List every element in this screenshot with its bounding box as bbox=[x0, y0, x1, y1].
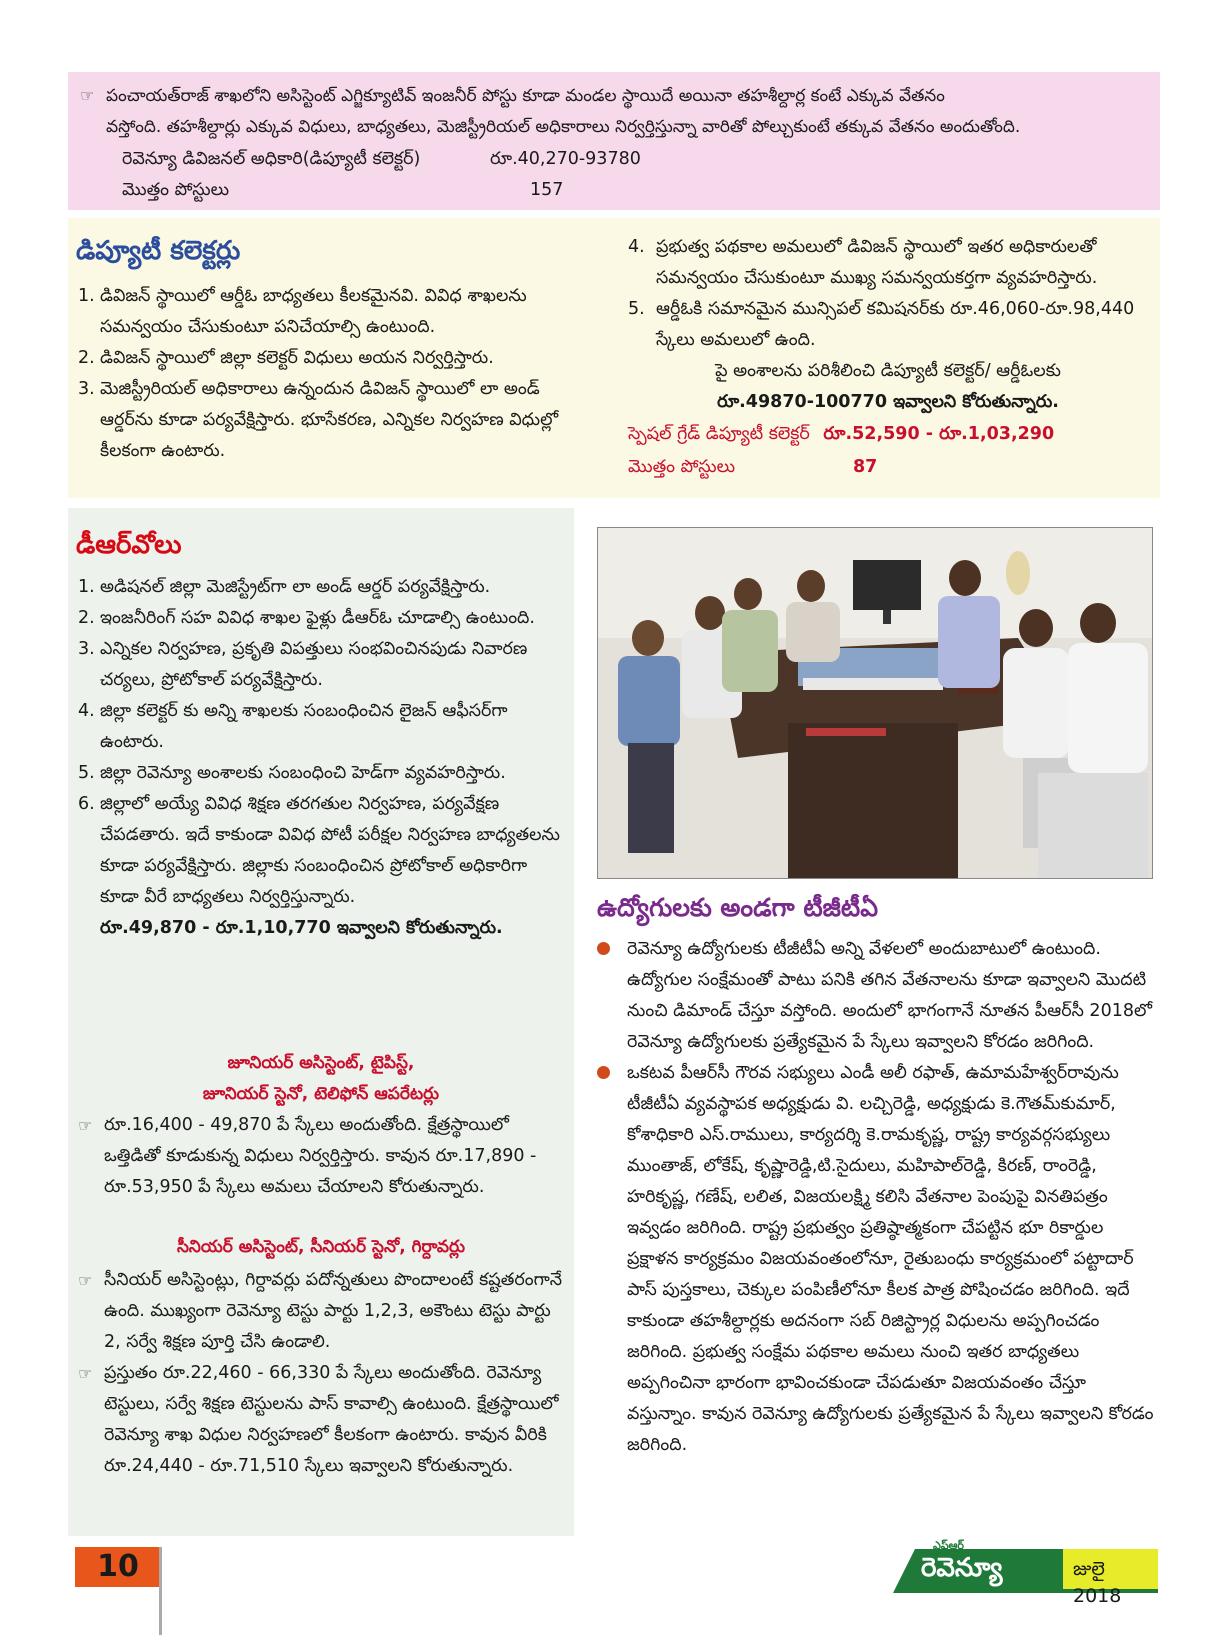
pointing-hand-icon: ☞ bbox=[78, 1116, 93, 1135]
magazine-brand bbox=[893, 1539, 1158, 1607]
rdo-posts-value: 157 bbox=[530, 180, 564, 200]
deputy-item: 4. ప్రభుత్వ పథకాల అమలులో డివిజన్ స్థాయిలో ఇతర అధికారులతో సమన్వయం చేసుకుంటూ ముఖ్య సమన్వయకర్తగా వ్యవహరిస్తారు. bbox=[628, 237, 1098, 288]
junior-heading-line-2: జూనియర్ స్టెనో, టెలిఫోన్ ఆపరేటర్లు bbox=[202, 1084, 440, 1104]
intro-paragraph bbox=[80, 80, 1155, 143]
junior-heading-line-1: జూనియర్ అసిస్టెంట్, టైపిస్ట్, bbox=[227, 1053, 415, 1073]
rdo-scale-row bbox=[122, 144, 822, 175]
tgta-heading: ఉద్యోగులకు అండగా టీజీటీఏ bbox=[597, 893, 878, 922]
tgta-bullet-2-text: ఒకటవ పీఆర్‌సీ గౌరవ సభ్యులు ఎండీ అలీ రఫాత్, ఉమామహేశ్వర్‌రావును టీజీటీఏ వ్యవస్థాపక అధ్యక్షుడు వి. లచ్చిరెడ్డి, అధ్యక్షుడు కె.గౌతమ్‌కుమార్, కోశాధికారి ఎస్.రాములు, కార్యదర్శి కె.రామకృష్ణ, రాష్ట్ర కార్యవర్గసభ్యులు ముంతాజ్, లోకేష్, కృష్ణారెడ్డి,టి.సైదులు, మహిపాల్‌రెడ్డి, కిరణ్, రాంరెడ్డి, హరికృష్ణ, గణేష్, లలిత, విజయలక్ష్మి కలిసి వేతనాల పెంపుపై వినతిపత్రం ఇవ్వడం జరిగింది. రాష్ట్ర ప్రభుత్వం ప్రతిష్ఠాత్మకంగా చేపట్టిన భూ రికార్డుల ప్రక్షాళన కార్యక్రమం విజయవంతంలోనూ, రైతుబంధు కార్యక్రమంలో పట్టాదార్ పాస్ పుస్తకాలు, చెక్కుల పంపిణీలోనూ కీలక పాత్ర పోషించడం జరిగింది. ఇదే కాకుండా తహశీల్దార్లకు అదనంగా సబ్ రిజిస్ట్రార్ల విధులను అప్పగించడం జరిగింది. ప్రభుత్వ సంక్షేమ పథకాల అమలు నుంచి ఇతర బాధ్యతలు అప్పగించినా భారంగా భావించకుండా చేపడుతూ విజయవంతం చేస్తూ వస్తున్నాం. కావున రెవెన్యూ ఉద్యోగులకు ప్రత్యేకమైన పే స్కేలు ఇవ్వాలని కోరడం జరిగింది. bbox=[627, 1063, 1154, 1455]
bullet-dot-icon bbox=[597, 934, 627, 1058]
deputy-note-1: పై అంశాలను పరిశీలించి డిప్యూటీ కలెక్టర్/ ఆర్డీఓలకు bbox=[715, 361, 1061, 381]
rdo-label: రెవెన్యూ డివిజనల్ అధికారి(డిప్యూటీ కలెక్టర్) bbox=[122, 149, 421, 169]
deputy-list-right bbox=[628, 232, 1148, 484]
brand-name: రెవెన్యూ bbox=[921, 1553, 1003, 1583]
dro-item: 6. జిల్లాలో అయ్యే వివిధ శిక్షణ తరగతుల నిర్వహణ, పర్యవేక్షణ చేపడతారు. ఇదే కాకుండా వివిధ పోటీ పరీక్షల నిర్వహణ బాధ్యతలను కూడా పర్యవేక్షిస్తారు. జిల్లాకు సంబంధించిన ప్రోటోకాల్ అధికారిగా కూడా వీరే బాధ్యతలు నిర్వర్తిస్తున్నారు. bbox=[78, 794, 560, 907]
meeting-photo-illustration bbox=[598, 528, 1153, 879]
dro-item: 4. జిల్లా కలెక్టర్ కు అన్ని శాఖలకు సంబంధించిన లైజన్ ఆఫీసర్‌గా ఉంటారు. bbox=[78, 701, 508, 752]
senior-paragraph-1 bbox=[78, 1265, 564, 1358]
dro-item: 2. ఇంజనీరింగ్ సహ వివిధ శాఖల ఫైళ్లు డీఆర్‌ఓ చూడాల్సి ఉంటుంది. bbox=[78, 608, 535, 628]
dro-item: 3. ఎన్నికల నిర్వహణ, ప్రకృతి విపత్తులు సంభవించినపుడు నివారణ చర్యలు, ప్రోటోకాల్ పర్యవేక్షిస్తారు. bbox=[78, 639, 528, 690]
tgta-bullet-1-text: రెవెన్యూ ఉద్యోగులకు టీజీటీఏ అన్ని వేళలలో అందుబాటులో ఉంటుంది. ఉద్యోగుల సంక్షేమంతో పాటు పనికి తగిన వేతనాలను కూడా ఇవ్వాలని మొదటి నుంచి డిమాండ్ చేస్తూ వస్తోంది. అందులో భాగంగానే నూతన పీఆర్‌సీ 2018లో రెవెన్యూ ఉద్యోగులకు ప్రత్యేకమైన పే స్కేలు ఇవ్వాలని కోరడం జరిగింది. bbox=[627, 939, 1152, 1052]
dro-demand: రూ.49,870 - రూ.1,10,770 ఇవ్వాలని కోరుతున్నారు. bbox=[100, 918, 503, 938]
special-grade-scale: రూ.52,590 - రూ.1,03,290 bbox=[823, 424, 1055, 444]
pointing-hand-icon: ☞ bbox=[78, 1271, 93, 1290]
senior-heading: సీనియర్ అసిస్టెంట్, సీనియర్ స్టెనో, గిర్దావర్లు bbox=[177, 1237, 465, 1257]
deputy-item: 2. డివిజన్ స్థాయిలో జిల్లా కలెక్టర్ విధులు అయన నిర్వర్తిస్తారు. bbox=[78, 348, 494, 368]
junior-heading bbox=[78, 1048, 564, 1110]
deputy-total-row bbox=[628, 451, 1148, 484]
rdo-posts-label: మొత్తం పోస్టులు bbox=[122, 180, 230, 200]
rdo-posts-row bbox=[122, 175, 822, 206]
junior-text: రూ.16,400 - 49,870 పే స్కేలు అందుతోంది. క్షేత్రస్థాయిలో ఒత్తిడితో కూడుకున్న విధులు నిర్వర్తిస్తారు. కావున రూ.17,890 - రూ.53,950 పే స్కేలు అమలు చేయాలని కోరుతున్నారు. bbox=[104, 1115, 537, 1197]
tgta-body bbox=[597, 934, 1157, 1461]
pointing-hand-icon: ☞ bbox=[78, 1364, 93, 1383]
senior-paragraph-2 bbox=[78, 1358, 564, 1482]
senior-text-1: సీనియర్ అసిస్టెంట్లు, గిర్దావర్లు పదోన్నతులు పొందాలంటే కష్టతరంగానే ఉంది. ముఖ్యంగా రెవెన్యూ టెస్టు పార్టు 1,2,3, అకౌంటు టెస్టు పార్టు 2, సర్వే శిక్షణ పూర్తి చేసి ఉండాలి. bbox=[104, 1270, 562, 1352]
deputy-collectors-heading: డిప్యూటీ కలెక్టర్లు bbox=[76, 236, 241, 266]
intro-line-2: వస్తోంది. తహశీల్దార్లు ఎక్కువ విధులు, బాధ్యతలు, మెజిస్ట్రీరియల్ అధికారాలు నిర్వర్తిస్తున్నా వారితో పోల్చుకుంటే తక్కువ వేతనం అందుతోంది. bbox=[106, 117, 1021, 137]
special-grade-label: స్పెషల్ గ్రేడ్ డిప్యూటీ కలెక్టర్ bbox=[628, 424, 810, 444]
deputy-note-2: రూ.49870-100770 ఇవ్వాలని కోరుతున్నారు. bbox=[717, 392, 1059, 412]
special-grade-row bbox=[628, 418, 1148, 451]
tgta-bullet-2 bbox=[597, 1058, 1157, 1461]
issue-date: జులై 2018 bbox=[1073, 1558, 1122, 1607]
deputy-item: 3. మెజిస్ట్రీరియల్ అధికారాలు ఉన్నందున డివిజన్ స్థాయిలో లా అండ్ ఆర్డర్‌ను కూడా పర్యవేక్షిస్తారు. భూసేకరణ, ఎన్నికల నిర్వహణ విధుల్లో కీలకంగా ఉంటారు. bbox=[78, 379, 559, 461]
intro-line-1: పంచాయత్‌రాజ్ శాఖలోని అసిస్టెంట్ ఎగ్జిక్యూటివ్ ఇంజనీర్ పోస్టు కూడా మండల స్థాయిదే అయినా తహశీల్దార్ల కంటే ఎక్కువ వేతనం bbox=[106, 86, 945, 106]
dro-list bbox=[78, 572, 564, 944]
rdo-scale: రూ.40,270-93780 bbox=[490, 149, 641, 169]
page-margin-line bbox=[159, 1547, 162, 1635]
deputy-total-value: 87 bbox=[853, 457, 878, 477]
senior-text-2: ప్రస్తుతం రూ.22,460 - 66,330 పే స్కేలు అందుతోంది. రెవెన్యూ టెస్టులు, సర్వే శిక్షణ టెస్టులను పాస్ కావాల్సి ఉంటుంది. క్షేత్రస్థాయిలో రెవెన్యూ శాఖ విధుల నిర్వహణలో కీలకంగా ఉంటారు. కావున వీరికి రూ.24,440 - రూ.71,510 స్కేలు ఇవ్వాలని కోరుతున్నారు. bbox=[104, 1363, 559, 1476]
deputy-list-left bbox=[78, 281, 583, 467]
bullet-dot-icon bbox=[597, 1058, 627, 1461]
brand-mark: ఎఫ్‌ఆర్ bbox=[933, 1539, 964, 1552]
meeting-photo bbox=[597, 527, 1153, 879]
page-number: 10 bbox=[75, 1547, 161, 1587]
tgta-bullet-1 bbox=[597, 934, 1157, 1058]
deputy-item: 5. ఆర్డీఓకి సమానమైన మున్సిపల్ కమిషనర్‌కు రూ.46,060-రూ.98,440 స్కేలు అమలులో ఉంది. bbox=[628, 299, 1135, 350]
dro-heading: డీఆర్‌వోలు bbox=[76, 530, 182, 560]
dro-item: 1. అడిషనల్ జిల్లా మెజిస్ట్రేట్‌గా లా అండ్ ఆర్డర్ పర్యవేక్షిస్తారు. bbox=[78, 577, 491, 597]
deputy-item: 1. డివిజన్ స్థాయిలో ఆర్డీఓ బాధ్యతలు కీలకమైనవి. వివిధ శాఖలను సమన్వయం చేసుకుంటూ పనిచేయాల్సి ఉంటుంది. bbox=[78, 286, 527, 337]
junior-paragraph bbox=[78, 1110, 564, 1203]
dro-item: 5. జిల్లా రెవెన్యూ అంశాలకు సంబంధించి హెడ్‌గా వ్యవహరిస్తారు. bbox=[78, 763, 506, 783]
deputy-total-label: మొత్తం పోస్టులు bbox=[628, 457, 736, 477]
pointing-hand-icon: ☞ bbox=[80, 86, 95, 105]
